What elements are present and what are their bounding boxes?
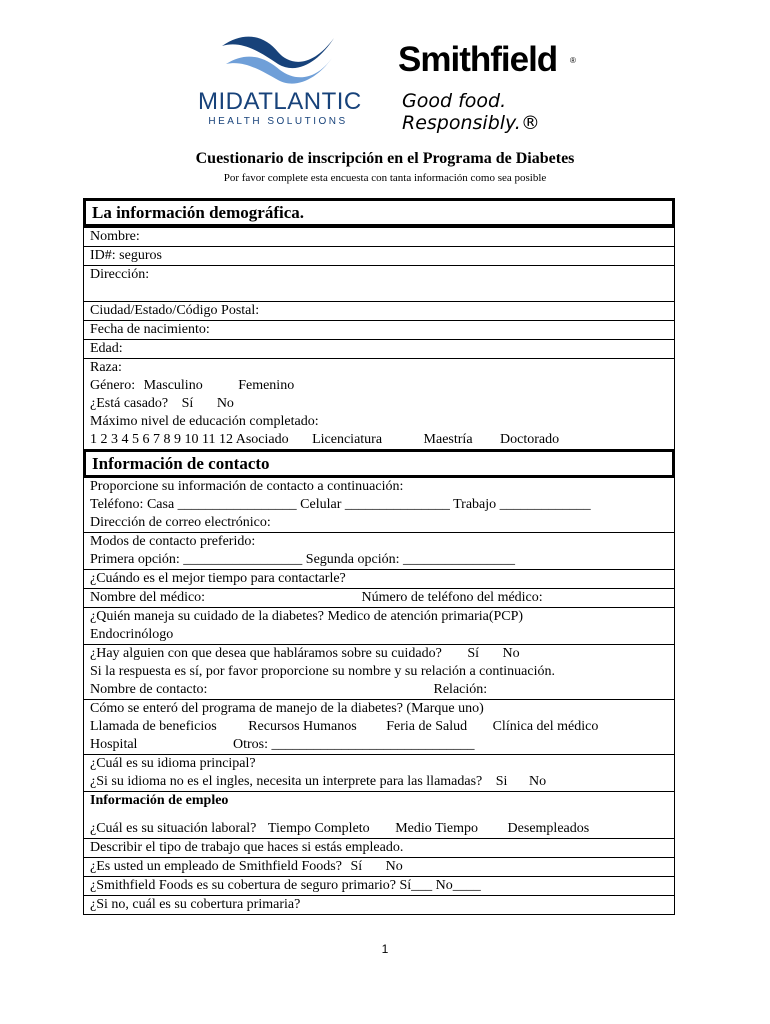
midatlantic-subtitle: HEALTH SOLUTIONS bbox=[208, 116, 348, 127]
language-block[interactable]: ¿Cuál es su idioma principal? ¿Si su idioma no es el ingles, necesita un interprete para las llamadas? Si No bbox=[84, 754, 674, 791]
doctor-name-label: Nombre del médico: bbox=[90, 590, 206, 605]
employment-heading: Información de empleo bbox=[84, 791, 674, 810]
midatlantic-name: MIDATLANTIC bbox=[198, 88, 362, 115]
status-full-time[interactable]: Tiempo Completo bbox=[267, 821, 370, 836]
heard-hr-option[interactable]: Recursos Humanos bbox=[248, 719, 357, 734]
dob-row[interactable]: Fecha de nacimiento: bbox=[84, 320, 674, 339]
status-part-time[interactable]: Medio Tiempo bbox=[395, 821, 479, 836]
name-row[interactable]: Nombre: bbox=[84, 227, 674, 246]
interpreter-no[interactable]: No bbox=[528, 774, 547, 789]
how-heard-block[interactable]: Cómo se enteró del programa de manejo de la diabetes? (Marque uno) Llamada de beneficios Recursos Humanos Feria de Salud Clínica del médico Hospital Otros: _____________________________ bbox=[84, 699, 674, 754]
doctor-phone-label: Número de teléfono del médico: bbox=[361, 590, 543, 605]
education-options bbox=[90, 431, 668, 449]
employee-yes[interactable]: Sí bbox=[350, 859, 363, 874]
contact-heading: Información de contacto bbox=[83, 449, 675, 478]
heard-benefits-option[interactable]: Llamada de beneficios bbox=[90, 719, 217, 734]
contact-choices: Primera opción: _________________ Segunda opción: ________________ bbox=[90, 552, 516, 567]
primary-insurance-row[interactable]: ¿Smithfield Foods es su cobertura de seguro primario? Sí___ No____ bbox=[84, 876, 674, 895]
married-no-option[interactable]: No bbox=[216, 396, 234, 411]
education-doctor[interactable]: Doctorado bbox=[500, 432, 560, 447]
gender-line bbox=[90, 377, 668, 395]
gender-female-option[interactable]: Femenino bbox=[238, 378, 295, 393]
status-unemployed[interactable]: Desempleados bbox=[507, 821, 590, 836]
interpreter-question: ¿Si su idioma no es el ingles, necesita un interprete para las llamadas? bbox=[90, 774, 483, 789]
contact-modes-block[interactable]: Modos de contacto preferido: Primera opción: _________________ Segunda opción: ________________ bbox=[84, 532, 674, 569]
heard-hospital-option[interactable]: Hospital bbox=[90, 737, 138, 752]
demographic-heading: La información demográfica. bbox=[83, 198, 675, 227]
education-grades[interactable]: 1 2 3 4 5 6 7 8 9 10 11 12 Asociado bbox=[90, 432, 289, 447]
midatlantic-logo bbox=[198, 28, 362, 128]
married-label: ¿Está casado? bbox=[90, 396, 169, 411]
city-row[interactable]: Ciudad/Estado/Código Postal: bbox=[84, 301, 674, 320]
married-yes-option[interactable]: Sí bbox=[181, 396, 194, 411]
employment-spacer bbox=[84, 810, 674, 820]
relation-label: Relación: bbox=[433, 682, 488, 697]
if-yes-instructions: Si la respuesta es sí, por favor proporcione su nombre y su relación a continuación. bbox=[90, 664, 555, 679]
document-title: Cuestionario de inscripción en el Programa de Diabetes bbox=[195, 150, 575, 167]
employee-no[interactable]: No bbox=[385, 859, 403, 874]
other-person-question: ¿Hay alguien con que desea que habláramos sobre su cuidado? bbox=[90, 646, 442, 661]
address-row[interactable]: Dirección: bbox=[84, 265, 674, 301]
employment-status-label: ¿Cuál es su situación laboral? bbox=[90, 821, 257, 836]
education-label: Máximo nivel de educación completado: bbox=[90, 414, 319, 429]
address-blank-line bbox=[90, 284, 668, 301]
race-row[interactable]: Raza: Género: Masculino Femenino ¿Está casado? Sí No Máximo nivel de educación completado: 1 2 3 4 5 6 7 8 9 10 11 12 Asociado Licenciatura Maestría Doctorado bbox=[84, 358, 674, 449]
gender-male-option[interactable]: Masculino bbox=[143, 378, 203, 393]
interpreter-yes[interactable]: Si bbox=[495, 774, 508, 789]
employment-status-row[interactable] bbox=[84, 820, 674, 838]
id-row[interactable]: ID#: seguros bbox=[84, 246, 674, 265]
enrollment-form bbox=[83, 198, 675, 915]
phone-block[interactable]: Proporcione su información de contacto a continuación: Teléfono: Casa _________________ Celular _______________ Trabajo _____________ Dirección de correo electrónico: bbox=[84, 478, 674, 532]
education-bachelor[interactable]: Licenciatura bbox=[312, 432, 383, 447]
married-line bbox=[90, 395, 668, 413]
document-subtitle: Por favor complete esta encuesta con tanta información como sea posible bbox=[223, 172, 547, 184]
smithfield-employee-row[interactable] bbox=[84, 857, 674, 876]
heard-fair-option[interactable]: Feria de Salud bbox=[386, 719, 468, 734]
describe-work-row[interactable]: Describir el tipo de trabajo que haces si estás empleado. bbox=[84, 838, 674, 857]
heard-other-option[interactable]: Otros: _____________________________ bbox=[232, 737, 475, 752]
smithfield-tagline: Good food. Responsibly.® bbox=[402, 90, 540, 134]
education-master[interactable]: Maestría bbox=[423, 432, 473, 447]
doctor-row[interactable] bbox=[84, 588, 674, 607]
page-number: 1 bbox=[381, 942, 389, 956]
contact-name-label: Nombre de contacto: bbox=[90, 682, 208, 697]
smithfield-name: Smithfield bbox=[398, 40, 558, 79]
best-time-row[interactable]: ¿Cuándo es el mejor tiempo para contactarle? bbox=[84, 569, 674, 588]
endocrinologist-option: Endocrinólogo bbox=[90, 627, 174, 642]
smithfield-employee-question: ¿Es usted un empleado de Smithfield Foods? bbox=[90, 859, 342, 874]
email-line: Dirección de correo electrónico: bbox=[90, 515, 271, 530]
other-person-no[interactable]: No bbox=[502, 646, 520, 661]
other-person-yes[interactable]: Sí bbox=[467, 646, 479, 661]
other-insurance-row[interactable]: ¿Si no, cuál es su cobertura primaria? bbox=[84, 895, 674, 914]
smithfield-registered: ® bbox=[570, 56, 576, 65]
wave-icon bbox=[220, 28, 336, 86]
gender-label: Género: bbox=[90, 378, 136, 393]
other-person-block[interactable] bbox=[84, 644, 674, 699]
phone-line: Teléfono: Casa _________________ Celular _______________ Trabajo _____________ bbox=[90, 497, 591, 512]
age-row[interactable]: Edad: bbox=[84, 339, 674, 358]
diabetes-care-block[interactable]: ¿Quién maneja su cuidado de la diabetes? Medico de atención primaria(PCP) Endocrinólogo bbox=[84, 607, 674, 644]
heard-clinic-option[interactable]: Clínica del médico bbox=[492, 719, 599, 734]
smithfield-logo bbox=[398, 40, 588, 134]
